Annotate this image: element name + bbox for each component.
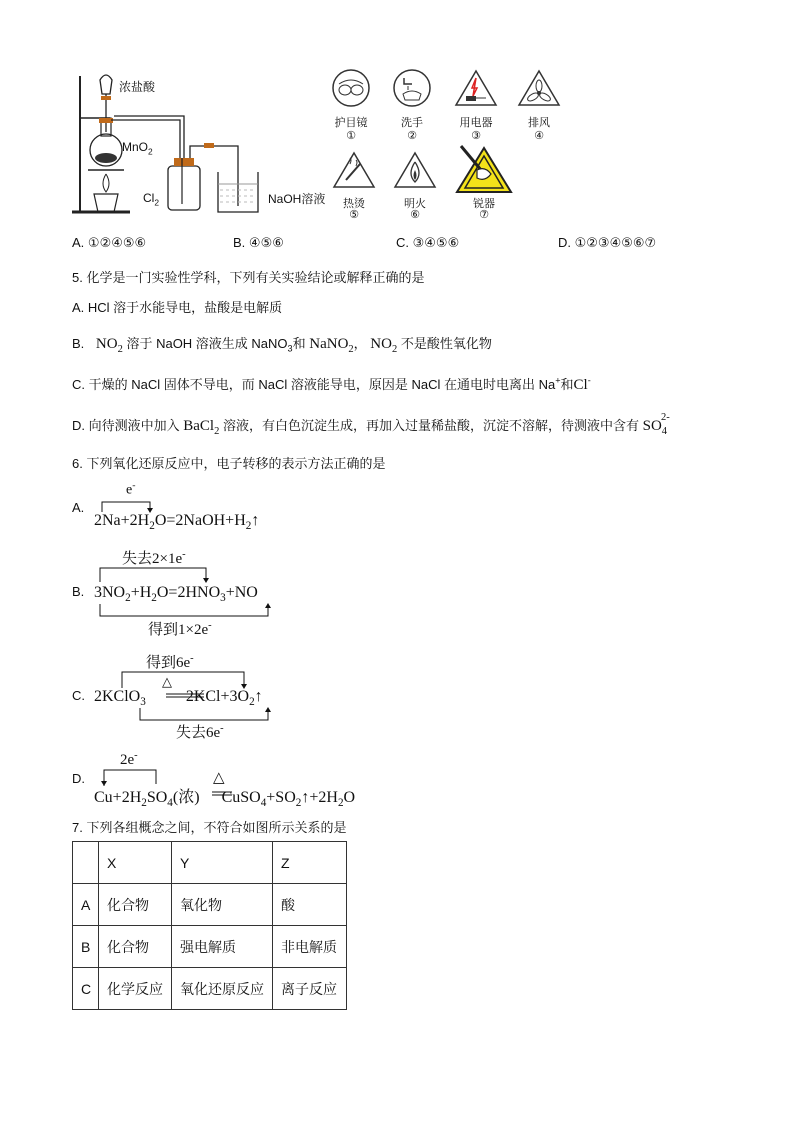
fan-icon [517,68,561,108]
q4-option-b[interactable]: B. ④⑤⑥ [233,235,284,250]
q6-d-equation: $Cu+2H_2SO_4$(浓) $CuSO_4+SO_2↑+2H_2O$ [94,789,356,810]
table-cell [73,842,99,884]
sign-number-3: ③ [471,130,481,142]
table-cell: X [99,842,172,884]
table-row[interactable] [73,968,347,1010]
goggles-icon [331,68,371,108]
q6-c-top-label: 得到6e- [146,653,194,671]
cl2-label: $Cl_2$ [143,191,160,208]
table-cell: 化合物 [99,884,172,926]
sign-label-sharp: 锐器 [473,198,495,210]
table-row[interactable] [73,884,347,926]
sign-label-electric: 用电器 [459,117,493,129]
hand-wash-icon [392,68,432,108]
table-cell: C [73,968,99,1010]
table-cell: Z [273,842,347,884]
table-row[interactable] [73,926,347,968]
q5-stem: 5. 化学是一门实验性学科，下列有关实验结论或解释正确的是 [72,270,425,285]
sign-label-flame: 明火 [404,198,426,210]
sign-number-7: ⑦ [479,209,489,221]
q6-c-equation: 2KClO$_3$ $2KCl+3O_2↑$ [94,688,263,709]
table-cell: B [73,926,99,968]
electric-icon [454,68,498,108]
q6-c-bottom-label: 失去6e- [176,723,224,741]
sign-label-wash: 洗手 [401,117,423,129]
sign-number-2: ② [407,130,417,142]
table-cell: 氧化还原反应 [172,968,273,1010]
table-cell: 酸 [273,884,347,926]
q6-a-equation: $2Na+2H_2O=2NaOH+H_2↑$ [94,512,260,533]
q6-stem: 6. 下列氧化还原反应中，电子转移的表示方法正确的是 [72,456,386,471]
q6-option-b-letter[interactable]: B. [72,584,85,599]
table-cell: 化学反应 [99,968,172,1010]
table-cell: 非电解质 [273,926,347,968]
q6-a-arrow [96,488,176,514]
q5-option-c[interactable]: C. 干燥的 NaCl 固体不导电，而 NaCl 溶液能导电，原因是 NaCl 在通电时电离出 Na+和Cl- [72,375,591,393]
sign-label-goggles: 护目镜 [334,117,368,129]
hot-icon [332,150,376,190]
q6-b-bottom-label: 得到1×2e- [148,620,212,638]
sign-number-6: ⑥ [410,209,420,221]
q6-option-c-letter[interactable]: C. [72,688,85,703]
sign-label-hot: 热烫 [343,198,365,210]
q4-option-c[interactable]: C. ③④⑤⑥ [396,235,460,250]
q6-b-equation: $3NO_2+H_2O=2HNO_3+NO$ [94,584,258,605]
sign-number-1: ① [346,130,356,142]
q7-table [72,841,347,1010]
table-cell: Y [172,842,273,884]
q6-option-a-letter[interactable]: A. [72,500,85,515]
sign-number-4: ④ [534,130,544,142]
table-cell: A [73,884,99,926]
table-cell: 化合物 [99,926,172,968]
q7-stem: 7. 下列各组概念之间，不符合如图所示关系的是 [72,820,347,835]
naoh-label: NaOH溶液 [268,192,326,206]
q6-a-electron: e- [126,480,136,498]
table-cell: 离子反应 [273,968,347,1010]
q4-option-d[interactable]: D. ①②③④⑤⑥⑦ [558,235,657,250]
q4-option-a[interactable]: A. ①②④⑤⑥ [72,235,147,250]
table-cell: 强电解质 [172,926,273,968]
q5-option-b[interactable]: B. $NO_2$ 溶于 NaOH 溶液生成 NaNO$_3$和 NaNO$_2$， $NO_2$ 不是酸性氧化物 [72,336,492,355]
q5-option-a[interactable]: A. HCl 溶于水能导电，盐酸是电解质 [72,300,283,315]
q5-option-d[interactable]: D. 向待测液中加入 BaCl$_2$ 溶液，有白色沉淀生成，再加入过量稀盐酸，沉淀不溶解，待测液中含有 $SO_4^{2-}$ [72,412,670,437]
q6-d-delta: △ [213,770,225,786]
hcl-label: 浓盐酸 [119,80,156,94]
q6-option-d-letter[interactable]: D. [72,771,85,786]
q6-d-top-label: 2e- [120,750,138,768]
sign-number-5: ⑤ [349,209,359,221]
flame-icon [393,150,437,190]
sharp-icon [455,142,513,194]
table-cell: 氧化物 [172,884,273,926]
sign-label-fan: 排风 [528,117,550,129]
mno2-label: MnO$_2$ [122,140,153,157]
q6-c-delta: △ [162,674,172,689]
q6-b-top-label: 失去2×1e- [122,549,186,567]
table-row [73,842,347,884]
